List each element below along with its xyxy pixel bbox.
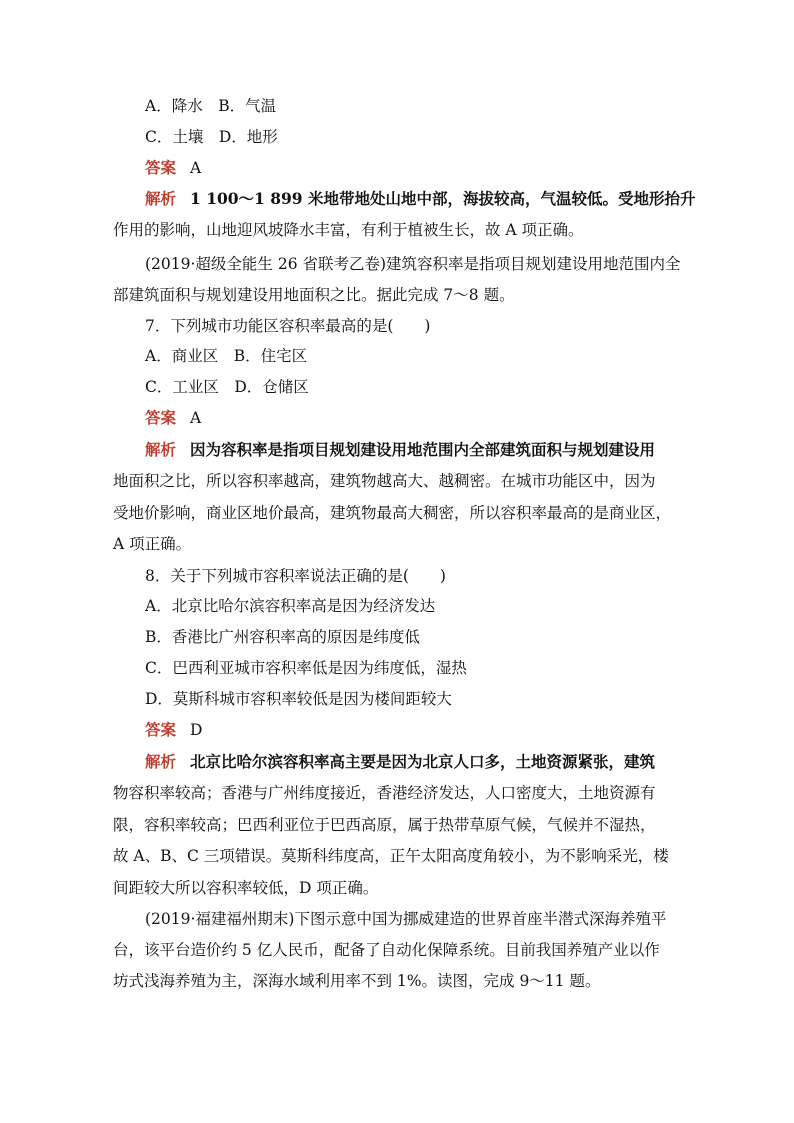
q6-options-ab: A．降水 B．气温 bbox=[145, 97, 277, 115]
q8-analysis-line-1 bbox=[145, 752, 655, 772]
q6-answer bbox=[145, 158, 201, 178]
intro-9-11-line-1: (2019·福建福州期末)下图示意中国为挪威建造的世界首座半潜式深海养殖平 bbox=[145, 910, 667, 928]
q8-analysis-line-2: 物容积率较高；香港与广州纬度接近，香港经济发达，人口密度大，土地资源有 bbox=[113, 784, 656, 802]
analysis-text: 1 100～1 899 米地带地处山地中部，海拔较高，气温较低。受地形抬升 bbox=[190, 189, 696, 208]
q7-answer bbox=[145, 408, 201, 428]
answer-label: 答案 bbox=[145, 408, 177, 427]
analysis-label: 解析 bbox=[145, 440, 177, 459]
q6-options-cd: C．土壤 D．地形 bbox=[145, 128, 278, 146]
intro-9-11-line-2: 台，该平台造价约 5 亿人民币，配备了自动化保障系统。目前我国养殖产业以作 bbox=[113, 941, 660, 959]
q6-analysis-line-2: 作用的影响，山地迎风坡降水丰富，有利于植被生长，故 A 项正确。 bbox=[113, 221, 584, 239]
q7-analysis-line-3: 受地价影响，商业区地价最高，建筑物最高大稠密，所以容积率最高的是商业区， bbox=[113, 504, 672, 522]
intro-9-11-line-3: 坊式浅海养殖为主，深海水域利用率不到 1%。读图，完成 9～11 题。 bbox=[113, 972, 601, 990]
q8-option-d: D．莫斯科城市容积率较低是因为楼间距较大 bbox=[145, 690, 452, 708]
q8-stem: 8．关于下列城市容积率说法正确的是( ) bbox=[145, 567, 446, 585]
q7-analysis-line-4: A 项正确。 bbox=[113, 535, 192, 553]
analysis-text: 因为容积率是指项目规划建设用地范围内全部建筑面积与规划建设用 bbox=[190, 440, 656, 459]
intro-7-8-line-1: (2019·超级全能生 26 省联考乙卷)建筑容积率是指项目规划建设用地范围内全 bbox=[145, 255, 681, 273]
q7-stem: 7．下列城市功能区容积率最高的是( ) bbox=[145, 317, 431, 335]
q8-option-c: C．巴西利亚城市容积率低是因为纬度低，湿热 bbox=[145, 659, 467, 677]
q7-options-ab: A．商业区 B．住宅区 bbox=[145, 347, 308, 365]
q8-analysis-line-3: 限，容积率较高；巴西利亚位于巴西高原，属于热带草原气候，气候并不湿热， bbox=[113, 816, 656, 834]
q7-analysis-line-1 bbox=[145, 440, 655, 460]
q8-answer bbox=[145, 720, 202, 740]
answer-value: A bbox=[190, 159, 202, 177]
analysis-label: 解析 bbox=[145, 752, 177, 771]
q8-option-b: B．香港比广州容积率高的原因是纬度低 bbox=[145, 628, 420, 646]
analysis-text: 北京比哈尔滨容积率高主要是因为北京人口多，土地资源紧张，建筑 bbox=[190, 752, 656, 771]
q8-analysis-line-4: 故 A、B、C 三项错误。莫斯科纬度高，正午太阳高度角较小，为不影响采光，楼 bbox=[113, 847, 669, 865]
q6-analysis-line-1 bbox=[145, 189, 696, 209]
q7-analysis-line-2: 地面积之比，所以容积率越高，建筑物越高大、越稠密。在城市功能区中，因为 bbox=[113, 472, 656, 490]
answer-value: D bbox=[190, 721, 203, 739]
q8-analysis-line-5: 间距较大所以容积率较低，D 项正确。 bbox=[113, 879, 379, 897]
answer-label: 答案 bbox=[145, 158, 177, 177]
answer-label: 答案 bbox=[145, 720, 177, 739]
intro-7-8-line-2: 部建筑面积与规划建设用地面积之比。据此完成 7～8 题。 bbox=[113, 286, 515, 304]
q8-option-a: A．北京比哈尔滨容积率高是因为经济发达 bbox=[145, 597, 436, 615]
q7-options-cd: C．工业区 D．仓储区 bbox=[145, 378, 309, 396]
analysis-label: 解析 bbox=[145, 189, 177, 208]
answer-value: A bbox=[190, 409, 202, 427]
